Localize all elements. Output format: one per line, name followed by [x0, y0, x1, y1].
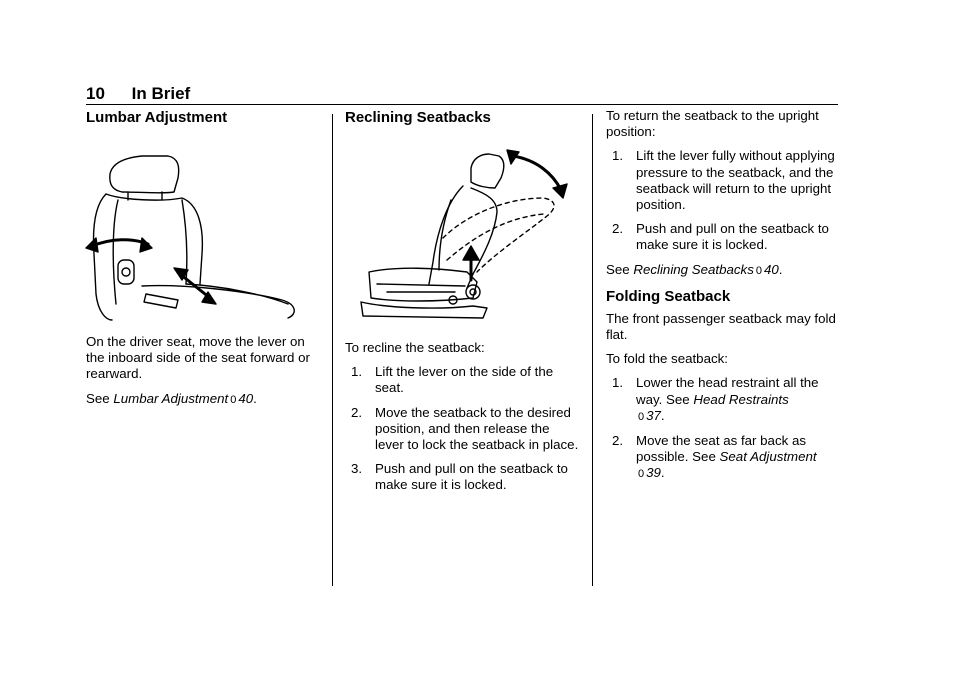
- column-divider: [592, 114, 593, 586]
- recline-direction-arrow: [513, 156, 561, 190]
- seat-cushion: [142, 284, 294, 318]
- lumbar-seat-illustration: [82, 134, 302, 324]
- reclining-page-ref[interactable]: 40: [763, 261, 779, 277]
- column-reclining: [345, 108, 581, 502]
- lumbar-body-text: On the driver seat, move the lever on the inboard side of the seat forward or rearward.: [86, 334, 310, 382]
- list-item: 1. Lift the lever fully without applying pressure to the seatback, and the seatback will return to the upright position.: [612, 148, 835, 213]
- recline-intro: To recline the seatback:: [345, 340, 485, 355]
- seatback-outline: [429, 186, 497, 288]
- list-item: 3. Push and pull on the seatback to make sure it is locked.: [351, 461, 568, 493]
- lumbar-lever: [118, 260, 134, 284]
- seat-belt: [144, 294, 178, 308]
- page-ref-icon: 0: [755, 264, 762, 277]
- reclined-seatback-dashed: [443, 198, 554, 272]
- lumbar-page-ref[interactable]: 40: [238, 390, 254, 406]
- folding-seatback-heading: Folding Seatback: [606, 287, 731, 305]
- section-title: In Brief: [131, 84, 191, 103]
- head-restraints-link[interactable]: Head Restraints: [693, 391, 789, 407]
- reclining-seatbacks-heading: Reclining Seatbacks: [345, 109, 491, 126]
- list-item: 2. Move the seat as far back as possible. See Seat Adjustment 0 39.: [612, 433, 817, 481]
- seatback-outline: [94, 194, 203, 320]
- seat-adjustment-page-ref[interactable]: 39: [646, 465, 661, 481]
- reclining-seat-illustration: [347, 142, 569, 322]
- headrest-outline: [110, 156, 179, 193]
- seat-adjustment-link[interactable]: Seat Adjustment: [719, 449, 817, 465]
- fold-steps: [606, 375, 842, 482]
- page-ref-icon: 0: [638, 410, 645, 423]
- list-item: 2. Move the seatback to the desired position, and then release the lever to lock the seatback in place.: [351, 404, 579, 453]
- reclining-see-reference: See Reclining Seatbacks 0 40.: [606, 261, 783, 277]
- lumbar-see-link[interactable]: Lumbar Adjustment: [113, 390, 229, 406]
- page-ref-icon: 0: [638, 468, 645, 481]
- reclining-see-link[interactable]: Reclining Seatbacks: [633, 261, 754, 277]
- column-divider: [332, 114, 333, 586]
- headrest-outline: [471, 154, 504, 188]
- fold-body: The front passenger seatback may fold flat.: [606, 310, 836, 343]
- column-lumbar: [86, 108, 316, 416]
- return-steps: [606, 148, 842, 253]
- fold-intro: To fold the seatback:: [606, 351, 728, 367]
- seat-base: [361, 302, 487, 318]
- page-ref-icon: 0: [230, 393, 237, 406]
- list-item: 1. Lower the head restraint all the way. See Head Restraints 0 37.: [612, 375, 819, 423]
- list-item: 2. Push and pull on the seatback to make sure it is locked.: [612, 221, 829, 253]
- side-bolster: [113, 200, 187, 304]
- list-item: 1. Lift the lever on the side of the seat.: [351, 364, 554, 396]
- return-intro: To return the seatback to the upright position:: [606, 108, 819, 140]
- page-number: 10: [86, 84, 105, 103]
- lumbar-adjustment-heading: Lumbar Adjustment: [86, 109, 228, 126]
- head-restraints-page-ref[interactable]: 37: [646, 407, 661, 423]
- page-header: [86, 84, 838, 105]
- column-return-fold: [606, 108, 842, 491]
- lever-rotate-arrow: [92, 240, 148, 246]
- lumbar-see-reference: See Lumbar Adjustment 0 40.: [86, 390, 257, 406]
- recline-steps: [345, 364, 581, 493]
